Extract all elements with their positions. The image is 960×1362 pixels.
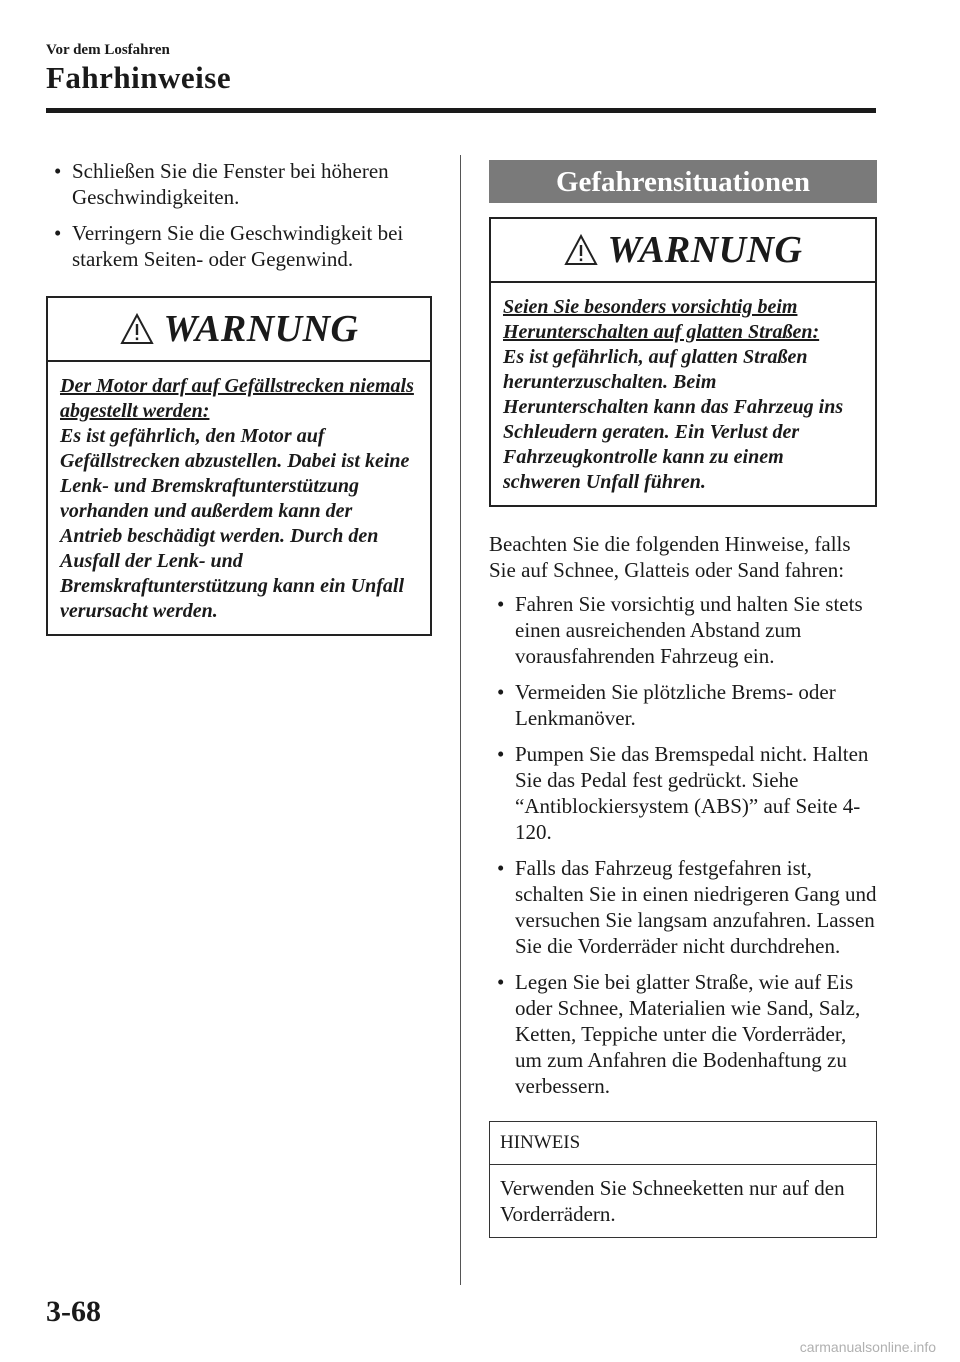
bullet-icon: • [497,742,505,766]
warning-title: WARNUNG [607,229,803,271]
warning-header [491,219,875,283]
list-item-text: Verringern Sie die Geschwindigkeit bei starkem Seiten- oder Gegenwind. [72,221,404,271]
bullet-icon: • [497,592,505,616]
warning-body [48,362,430,634]
warning-box [489,217,877,507]
column-divider [460,155,461,1285]
list-item-text: Schließen Sie die Fenster bei höheren Geschwindigkeiten. [72,159,389,209]
page-number: 3-68 [46,1295,101,1328]
list-item-text: Falls das Fahrzeug festgefahren ist, schalten Sie in einen niedrigeren Gang und versuchen Sie langsam anzufahren. Lassen Sie die Vorderräder nicht durchdrehen. [515,856,877,958]
bullet-icon: • [497,680,505,704]
left-column [46,158,432,636]
list-item [46,220,432,272]
bullet-icon: • [497,970,505,994]
section-label: Vor dem Losfahren [46,42,170,58]
warning-text: Es ist gefährlich, auf glatten Straßen herunterzuschalten. Beim Herunterschalten kann das Fahrzeug ins Schleudern geraten. Ein Verlust der Fahrzeugkontrolle kann zu einem schweren Unfall führen. [503,346,844,493]
note-text: Verwenden Sie Schneeketten nur auf den Vorderrädern. [500,1176,845,1226]
section-banner: Gefahrensituationen [489,160,877,203]
intro-paragraph: Beachten Sie die folgenden Hinweise, falls Sie auf Schnee, Glatteis oder Sand fahren: [489,532,851,582]
list-item [489,741,877,845]
list-item-text: Fahren Sie vorsichtig und halten Sie stets einen ausreichenden Abstand zum vorausfahrenden Fahrzeug ein. [515,592,863,668]
bullet-icon: • [54,159,62,183]
watermark: carmanualsonline.info [799,1339,936,1355]
warning-header [48,298,430,362]
warning-title: WARNUNG [163,308,359,350]
warning-body [491,283,875,505]
list-item [46,158,432,210]
bullet-icon: • [497,856,505,880]
warning-lead: Der Motor darf auf Gefällstrecken niemals abgestellt werden: [60,375,414,422]
warning-triangle-icon [564,234,598,266]
note-box [489,1121,877,1238]
list-item [489,969,877,1099]
warning-text: Es ist gefährlich, den Motor auf Gefällstrecken abzustellen. Dabei ist keine Lenk- und Bremskraftunterstützung vorhanden und außerdem kann der Antrieb beschädigt werden. Durch den Ausfall der Lenk- und Bremskraftunterstützung kann ein Unfall verursacht werden. [60,425,410,622]
list-item [489,679,877,731]
list-item-text: Vermeiden Sie plötzliche Brems- oder Lenkmanöver. [515,680,836,730]
list-item [489,591,877,669]
note-title: HINWEIS [490,1122,876,1165]
page-title: Fahrhinweise [46,60,232,95]
right-column [489,160,877,1238]
list-item-text: Legen Sie bei glatter Straße, wie auf Eis oder Schnee, Materialien wie Sand, Salz, Ketten, Teppiche unter die Vorderräder, um zum Anfahren die Bodenhaftung zu verbessern. [515,970,861,1098]
warning-triangle-icon [120,313,154,345]
title-rule [46,108,876,113]
warning-lead: Seien Sie besonders vorsichtig beim Herunterschalten auf glatten Straßen: [503,296,820,343]
list-item [489,855,877,959]
warning-box [46,296,432,636]
list-item-text: Pumpen Sie das Bremspedal nicht. Halten Sie das Pedal fest gedrückt. Siehe “Antiblockiersystem (ABS)” auf Seite 4-120. [515,742,869,844]
bullet-icon: • [54,221,62,245]
